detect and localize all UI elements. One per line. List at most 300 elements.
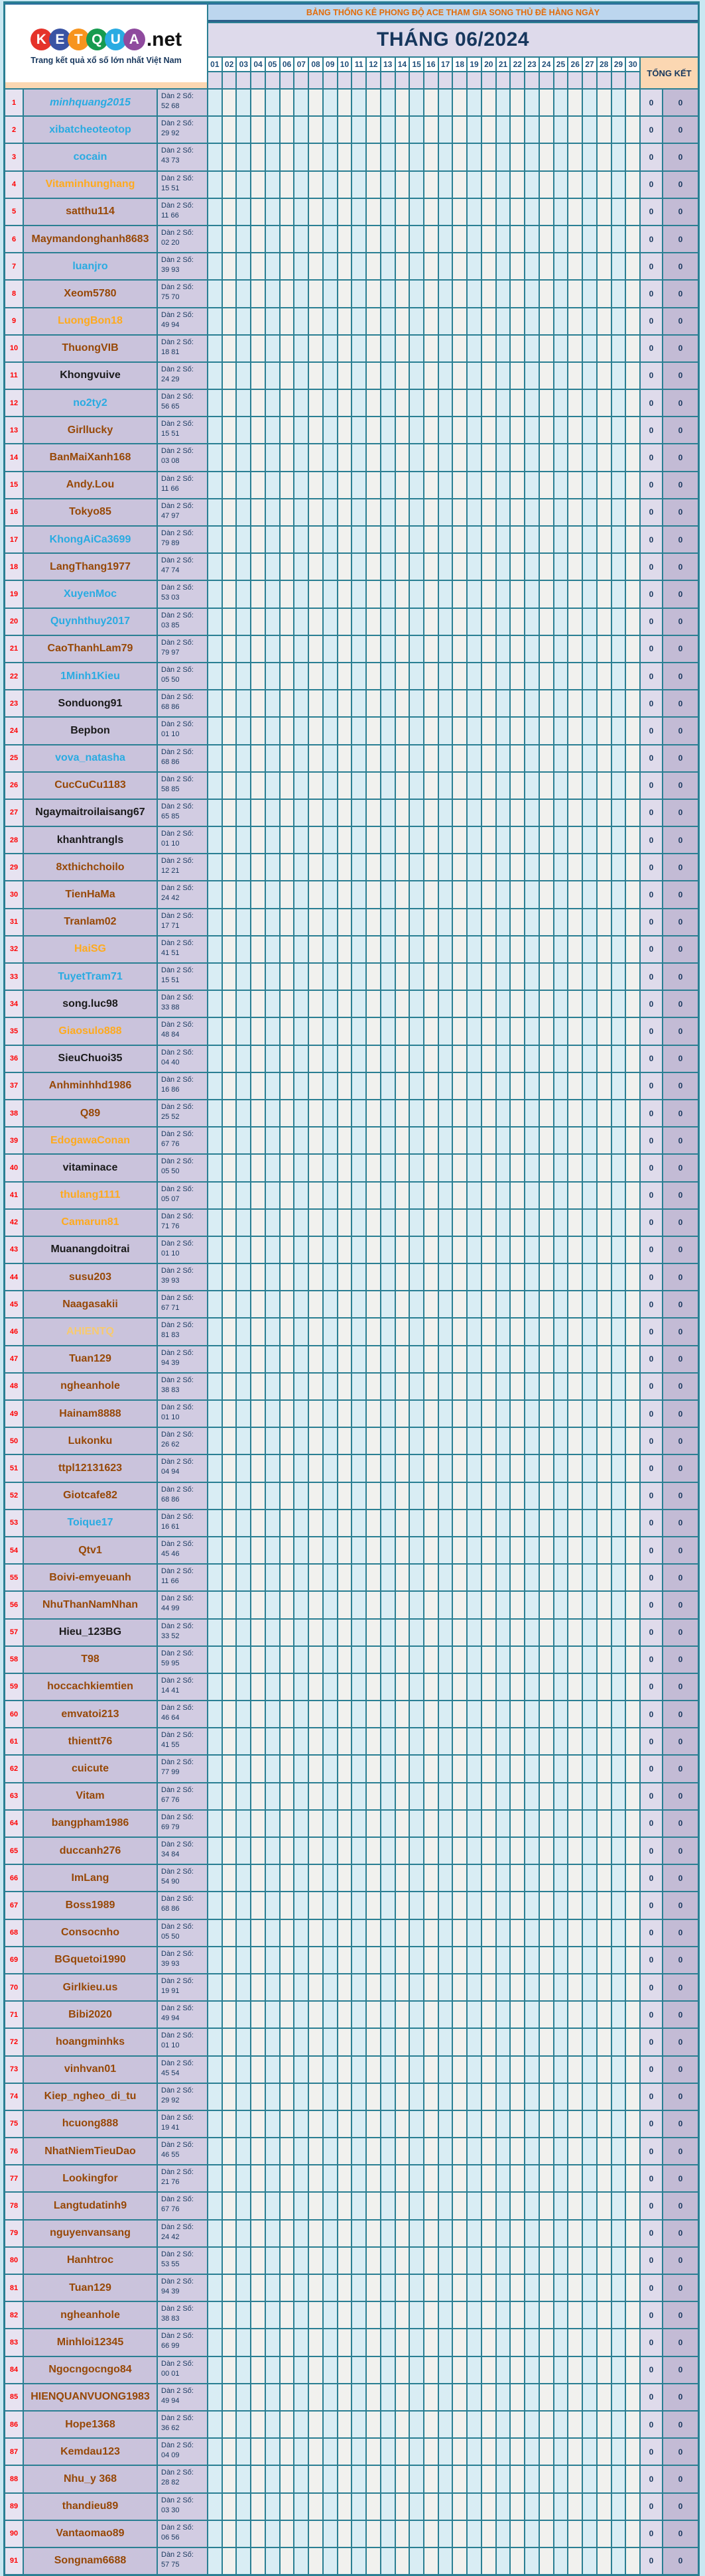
day-cell: [338, 909, 352, 935]
day-cell: [381, 1838, 395, 1864]
username-link[interactable]: bangpham1986: [24, 1811, 157, 1836]
day-cell: [251, 472, 265, 498]
day-cell: [525, 718, 539, 743]
dan-value: 24 42: [161, 2232, 180, 2241]
day-cell: [511, 90, 524, 115]
day-cell: [511, 2466, 524, 2492]
table-row: [5, 964, 698, 990]
username-link[interactable]: xibatcheoteotop: [24, 117, 157, 143]
day-cell: [439, 527, 452, 552]
day-cell: [424, 2221, 438, 2246]
username-link[interactable]: ttpl12131623: [24, 1455, 157, 1481]
username-link[interactable]: khanhtrangls: [24, 827, 157, 853]
day-cell: [381, 2275, 395, 2301]
day-cell: [381, 909, 395, 935]
day-cell: [281, 226, 294, 252]
day-cell: [281, 1237, 294, 1263]
day-cell: [237, 2002, 250, 2028]
username-link[interactable]: CaoThanhLam79: [24, 636, 157, 662]
username-link[interactable]: hoccachkiemtien: [24, 1674, 157, 1700]
day-cell: [266, 800, 279, 826]
username-link[interactable]: HaiSG: [24, 936, 157, 962]
day-cell: [367, 2466, 380, 2492]
day-cell: [439, 172, 452, 198]
username-link[interactable]: Kiep_ngheo_di_tu: [24, 2084, 157, 2110]
dan-label: Dàn 2 Số:: [161, 1676, 194, 1685]
dan-label: Dàn 2 Số:: [161, 2496, 194, 2504]
day-cell: [410, 1401, 423, 1427]
username-link[interactable]: NhuThanNamNhan: [24, 1592, 157, 1618]
day-cell: [468, 2029, 481, 2055]
day-cell: [352, 2221, 365, 2246]
day-cell: [626, 2111, 639, 2137]
day-cell: [237, 2302, 250, 2328]
day-cell: [396, 2521, 409, 2547]
day-cell: [583, 1018, 596, 1044]
username-link[interactable]: thientt76: [24, 1728, 157, 1754]
username-link[interactable]: Anhminhhd1986: [24, 1073, 157, 1099]
day-cell: [554, 1701, 568, 1727]
username-link[interactable]: BanMaiXanh168: [24, 444, 157, 470]
day-cell: [251, 1264, 265, 1290]
username-link[interactable]: Quynhthuy2017: [24, 609, 157, 635]
username-link[interactable]: thandieu89: [24, 2494, 157, 2520]
username-link[interactable]: vova_natasha: [24, 745, 157, 771]
username-link[interactable]: Khongvuive: [24, 363, 157, 389]
username-link[interactable]: NhatNiemTieuDao: [24, 2138, 157, 2164]
day-cell: [237, 2548, 250, 2574]
day-cell: [554, 117, 568, 143]
total-2-cell: 0: [663, 1565, 698, 1590]
day-cell: [439, 1100, 452, 1126]
dan-2-so-cell: [158, 964, 207, 990]
dan-2-so-cell: [158, 253, 207, 279]
day-cell: [554, 581, 568, 607]
username-link[interactable]: Tuan129: [24, 1346, 157, 1372]
username-link[interactable]: susu203: [24, 1264, 157, 1290]
table-row: [5, 1483, 698, 1509]
day-cell: [281, 1073, 294, 1099]
day-cell: [468, 1183, 481, 1208]
day-cell: [223, 1428, 236, 1454]
username-link[interactable]: ImLang: [24, 1865, 157, 1891]
total-1-cell: 0: [641, 1783, 662, 1809]
day-cell: [424, 1210, 438, 1236]
username-link[interactable]: TienHaMa: [24, 881, 157, 907]
day-cell: [223, 800, 236, 826]
day-cell: [583, 936, 596, 962]
day-cell: [237, 2165, 250, 2191]
day-cell: [568, 581, 582, 607]
day-cell: [324, 2329, 337, 2355]
day-cell: [281, 2221, 294, 2246]
day-header-cell: 13: [381, 58, 395, 71]
day-cell: [410, 1018, 423, 1044]
username-link[interactable]: Xeom5780: [24, 281, 157, 306]
username-link[interactable]: Songnam6688: [24, 2548, 157, 2574]
day-cell: [352, 881, 365, 907]
day-cell: [525, 1592, 539, 1618]
username-link[interactable]: Muanangdoitrai: [24, 1237, 157, 1263]
day-cell: [396, 909, 409, 935]
day-cell: [223, 390, 236, 416]
username-link[interactable]: Hope1368: [24, 2412, 157, 2437]
day-cell: [583, 773, 596, 799]
username-link[interactable]: EdogawaConan: [24, 1127, 157, 1153]
username-link[interactable]: nguyenvansang: [24, 2221, 157, 2246]
day-cell: [540, 363, 553, 389]
total-1-cell: 0: [641, 1291, 662, 1317]
day-cell: [281, 1974, 294, 2000]
day-cell: [468, 226, 481, 252]
day-header-cell: 22: [511, 58, 524, 71]
username-link[interactable]: Lukonku: [24, 1428, 157, 1454]
username-link[interactable]: Ngaymaitroilaisang67: [24, 800, 157, 826]
table-row: [5, 2165, 698, 2191]
username-link[interactable]: satthu114: [24, 199, 157, 225]
day-cell: [237, 1346, 250, 1372]
day-cell: [612, 2412, 625, 2437]
username-link[interactable]: Hainam8888: [24, 1401, 157, 1427]
day-cell: [381, 2302, 395, 2328]
day-cell: [540, 2494, 553, 2520]
username-link[interactable]: Langtudatinh9: [24, 2193, 157, 2219]
row-number: 67: [5, 1892, 23, 1918]
day-cell: [453, 336, 466, 361]
day-cell: [338, 199, 352, 225]
username-link[interactable]: 1Minh1Kieu: [24, 663, 157, 689]
day-cell: [410, 2275, 423, 2301]
day-cell: [598, 1018, 611, 1044]
username-link[interactable]: no2ty2: [24, 390, 157, 416]
day-cell: [598, 1783, 611, 1809]
username-link[interactable]: Vitaminhunghang: [24, 172, 157, 198]
day-cell: [324, 2548, 337, 2574]
day-cell: [540, 1018, 553, 1044]
username-link[interactable]: ngheanhole: [24, 2302, 157, 2328]
username-link[interactable]: minhquang2015: [24, 90, 157, 115]
username-link[interactable]: KhongAiCa3699: [24, 527, 157, 552]
day-cell: [367, 2521, 380, 2547]
username-link[interactable]: Sonduong91: [24, 690, 157, 716]
day-cell: [554, 144, 568, 170]
username-link[interactable]: XuyenMoc: [24, 581, 157, 607]
dan-2-so-cell: [158, 1920, 207, 1946]
day-cell: [410, 1537, 423, 1563]
day-cell: [525, 2357, 539, 2383]
day-cell: [410, 909, 423, 935]
day-cell: [309, 417, 322, 443]
day-cell: [208, 1483, 222, 1509]
username-link[interactable]: Boivi-emyeuanh: [24, 1565, 157, 1590]
username-link[interactable]: LuongBon18: [24, 308, 157, 334]
day-cell: [568, 854, 582, 880]
username-link[interactable]: Minhloi12345: [24, 2329, 157, 2355]
day-cell: [482, 1374, 495, 1399]
day-cell: [468, 1210, 481, 1236]
day-cell: [468, 1701, 481, 1727]
day-cell: [208, 1100, 222, 1126]
day-cell: [497, 854, 510, 880]
day-cell: [352, 745, 365, 771]
username-link[interactable]: hoangminhks: [24, 2029, 157, 2055]
day-cell: [598, 472, 611, 498]
username-link[interactable]: cocain: [24, 144, 157, 170]
username-link[interactable]: Lookingfor: [24, 2165, 157, 2191]
username-link[interactable]: Vitam: [24, 1783, 157, 1809]
username-link[interactable]: SieuChuoi35: [24, 1046, 157, 1072]
username-link[interactable]: Nhu_y 368: [24, 2466, 157, 2492]
dan-label: Dàn 2 Số:: [161, 1895, 194, 1903]
total-1-cell: 0: [641, 991, 662, 1017]
day-cell: [381, 1291, 395, 1317]
day-cell: [251, 308, 265, 334]
username-link[interactable]: BGquetoi1990: [24, 1947, 157, 1973]
day-cell: [511, 1756, 524, 1781]
dan-value: 01 10: [161, 1249, 180, 1257]
total-1-cell: 0: [641, 964, 662, 990]
day-cell: [223, 1620, 236, 1645]
day-cell: [223, 2384, 236, 2410]
day-cell: [511, 499, 524, 525]
dan-value: 03 30: [161, 2506, 180, 2514]
table-row: [5, 1127, 698, 1153]
day-cell: [367, 964, 380, 990]
dan-value: 38 83: [161, 1385, 180, 1394]
day-cell: [266, 1127, 279, 1153]
username-link[interactable]: Bepbon: [24, 718, 157, 743]
table-row: [5, 2466, 698, 2492]
day-cell: [324, 2165, 337, 2191]
day-cell: [251, 1319, 265, 1344]
total-1-cell: 0: [641, 1127, 662, 1153]
dan-2-so-cell: [158, 1947, 207, 1973]
username-link[interactable]: LangThang1977: [24, 554, 157, 580]
username-link[interactable]: Ngocngocngo84: [24, 2357, 157, 2383]
day-cell: [439, 800, 452, 826]
day-cell: [223, 1401, 236, 1427]
username-link[interactable]: Naagasakii: [24, 1291, 157, 1317]
day-cell: [324, 2193, 337, 2219]
dan-2-so-cell: [158, 1073, 207, 1099]
day-cell: [367, 1674, 380, 1700]
username-link[interactable]: Hieu_123BG: [24, 1620, 157, 1645]
username-link[interactable]: hcuong888: [24, 2111, 157, 2137]
day-cell: [352, 2357, 365, 2383]
day-cell: [626, 1319, 639, 1344]
day-cell: [381, 1565, 395, 1590]
day-cell: [453, 1046, 466, 1072]
username-link[interactable]: HIENQUANVUONG1983: [24, 2384, 157, 2410]
day-cell: [294, 2165, 308, 2191]
day-cell: [497, 2165, 510, 2191]
day-cell: [410, 827, 423, 853]
day-cell: [266, 909, 279, 935]
day-cell: [598, 1237, 611, 1263]
day-cell: [612, 1346, 625, 1372]
username-link[interactable]: ngheanhole: [24, 1374, 157, 1399]
username-link[interactable]: vinhvan01: [24, 2057, 157, 2083]
username-link[interactable]: Tokyo85: [24, 499, 157, 525]
day-cell: [208, 1374, 222, 1399]
dan-2-so-cell: [158, 1565, 207, 1590]
day-cell: [439, 472, 452, 498]
username-link[interactable]: Giotcafe82: [24, 1483, 157, 1509]
username-link[interactable]: AHIENTQ: [24, 1319, 157, 1344]
row-number: 53: [5, 1510, 23, 1536]
username-link[interactable]: Girlkieu.us: [24, 1974, 157, 2000]
dan-label: Dàn 2 Số:: [161, 2278, 194, 2286]
day-cell: [626, 2165, 639, 2191]
day-cell: [511, 336, 524, 361]
day-cell: [324, 964, 337, 990]
table-row: [5, 2357, 698, 2383]
day-cell: [525, 2221, 539, 2246]
dan-value: 29 92: [161, 2096, 180, 2104]
day-cell: [381, 2439, 395, 2465]
username-link[interactable]: Boss1989: [24, 1892, 157, 1918]
day-cell: [381, 281, 395, 306]
username-link[interactable]: Tuan129: [24, 2275, 157, 2301]
day-cell: [324, 1401, 337, 1427]
day-cell: [281, 90, 294, 115]
day-cell: [568, 2084, 582, 2110]
username-link[interactable]: thulang1111: [24, 1183, 157, 1208]
day-header-cell: 19: [468, 58, 481, 71]
day-cell: [251, 909, 265, 935]
username-link[interactable]: Kemdau123: [24, 2439, 157, 2465]
day-cell: [352, 1100, 365, 1126]
day-cell: [439, 144, 452, 170]
day-cell: [482, 308, 495, 334]
site-logo-box[interactable]: [5, 3, 207, 88]
username-link[interactable]: CucCuCu1183: [24, 773, 157, 799]
total-2-cell: 0: [663, 718, 698, 743]
day-cell: [540, 2357, 553, 2383]
username-link[interactable]: Q89: [24, 1100, 157, 1126]
username-link[interactable]: luanjro: [24, 253, 157, 279]
day-cell: [251, 1100, 265, 1126]
day-cell: [468, 881, 481, 907]
dan-value: 41 55: [161, 1741, 180, 1750]
day-cell: [424, 609, 438, 635]
day-cell: [281, 690, 294, 716]
day-cell: [612, 581, 625, 607]
username-link[interactable]: emvatoi213: [24, 1701, 157, 1727]
day-cell: [237, 2057, 250, 2083]
username-link[interactable]: ThuongVIB: [24, 336, 157, 361]
username-link[interactable]: Giaosulo888: [24, 1018, 157, 1044]
day-cell: [497, 2466, 510, 2492]
username-link[interactable]: Consocnho: [24, 1920, 157, 1946]
day-cell: [309, 1046, 322, 1072]
total-2-cell: 0: [663, 308, 698, 334]
day-cell: [396, 1428, 409, 1454]
day-header-cell: 03: [237, 58, 250, 71]
username-link[interactable]: cuicute: [24, 1756, 157, 1781]
day-cell: [583, 2029, 596, 2055]
day-cell: [612, 991, 625, 1017]
day-cell: [208, 2275, 222, 2301]
day-cell: [338, 991, 352, 1017]
username-link[interactable]: Camarun81: [24, 1210, 157, 1236]
username-link[interactable]: song.luc98: [24, 991, 157, 1017]
day-cell: [338, 1346, 352, 1372]
day-cell: [497, 1647, 510, 1673]
dan-label: Dàn 2 Số:: [161, 2141, 194, 2150]
username-link[interactable]: TuyetTram71: [24, 964, 157, 990]
username-link[interactable]: Maymandonghanh8683: [24, 226, 157, 252]
dan-2-so-cell: [158, 827, 207, 853]
username-link[interactable]: Andy.Lou: [24, 472, 157, 498]
dan-value: 68 86: [161, 1495, 180, 1504]
day-cell: [540, 2221, 553, 2246]
day-cell: [223, 2221, 236, 2246]
day-cell: [324, 1428, 337, 1454]
logo-letters: [31, 29, 145, 50]
day-cell: [439, 444, 452, 470]
day-cell: [410, 663, 423, 689]
day-cell: [439, 1674, 452, 1700]
day-header-cell: 16: [424, 58, 438, 71]
username-link[interactable]: 8xthichchoilo: [24, 854, 157, 880]
username-link[interactable]: Girllucky: [24, 417, 157, 443]
day-cell: [338, 2057, 352, 2083]
row-number: 6: [5, 226, 23, 252]
logo-letter: E: [49, 29, 71, 50]
total-2-cell: 0: [663, 609, 698, 635]
day-cell: [352, 2029, 365, 2055]
day-cell: [568, 2384, 582, 2410]
day-cell: [439, 1783, 452, 1809]
day-cell: [540, 1455, 553, 1481]
username-link[interactable]: duccanh276: [24, 1838, 157, 1864]
row-number: 48: [5, 1374, 23, 1399]
day-header-cell: 18: [453, 58, 466, 71]
day-cell: [338, 2494, 352, 2520]
day-cell: [237, 718, 250, 743]
username-link[interactable]: Vantaomao89: [24, 2521, 157, 2547]
username-link[interactable]: vitaminace: [24, 1155, 157, 1181]
day-cell: [294, 1974, 308, 2000]
day-cell: [612, 2057, 625, 2083]
day-cell: [309, 2221, 322, 2246]
day-subheader-cell: [396, 72, 409, 88]
day-cell: [439, 1018, 452, 1044]
table-row: [5, 1728, 698, 1754]
day-cell: [453, 2275, 466, 2301]
day-cell: [294, 800, 308, 826]
row-number: 3: [5, 144, 23, 170]
username-link[interactable]: T98: [24, 1647, 157, 1673]
table-row: [5, 1756, 698, 1781]
username-link[interactable]: Hanhtroc: [24, 2248, 157, 2274]
day-cell: [554, 390, 568, 416]
username-link[interactable]: Qtv1: [24, 1537, 157, 1563]
day-cell: [439, 636, 452, 662]
table-row: [5, 581, 698, 607]
day-cell: [468, 308, 481, 334]
day-cell: [583, 2193, 596, 2219]
day-cell: [294, 2494, 308, 2520]
username-link[interactable]: Toique17: [24, 1510, 157, 1536]
username-link[interactable]: Tranlam02: [24, 909, 157, 935]
day-cell: [251, 964, 265, 990]
day-cell: [367, 308, 380, 334]
username-link[interactable]: Bibi2020: [24, 2002, 157, 2028]
day-cell: [410, 1728, 423, 1754]
day-cell: [352, 253, 365, 279]
